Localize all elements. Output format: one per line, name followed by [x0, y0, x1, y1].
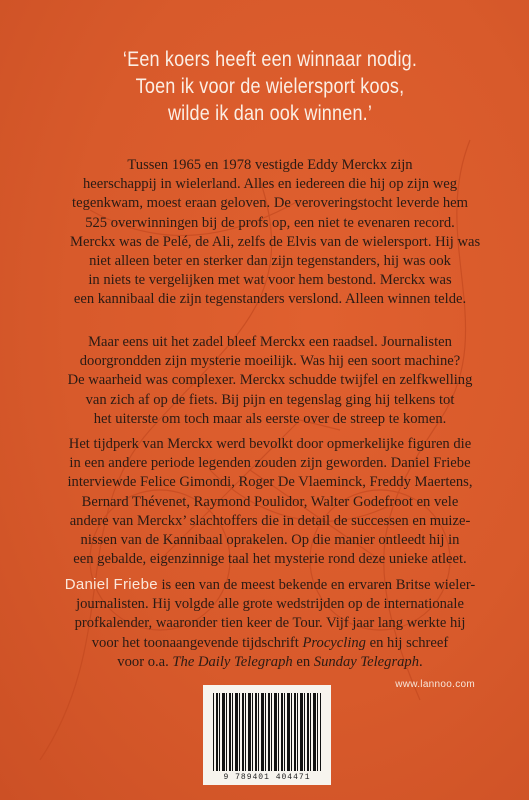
text-line: tegenkwam, moest eraan geloven. De veroveringstocht leverde hem — [72, 195, 468, 212]
quote-line: Toen ik voor de wielersport koos, — [135, 75, 405, 98]
text-line — [54, 634, 486, 653]
barcode-number: 9 789401 404471 — [223, 773, 311, 782]
author-bio — [54, 575, 486, 672]
newspaper-title: The Daily Telegraph — [172, 653, 293, 670]
barcode-bars — [213, 693, 321, 771]
text-line: Tussen 1965 en 1978 vestigde Eddy Merckx zijn — [127, 157, 413, 173]
text-line: Merckx was de Pelé, de Ali, zelfs de Elvis van de wielersport. Hij was — [70, 233, 481, 250]
text-line: een gebalde, eigenzinnige taal het mysterie rond deze unieke atleet. — [73, 551, 467, 568]
text-line: doorgrondden zijn mysterie moeilijk. Was hij een soort machine? — [79, 353, 461, 370]
author-bio-text: is een van de meest bekende en ervaren Britse wieler- — [157, 577, 476, 593]
text-line: van zich af op de fiets. Bij pijn en tegenslag ging hij telkens tot — [85, 391, 455, 408]
author-bio-text: en hij schreef — [365, 634, 449, 651]
text-line: in een andere periode legenden zouden zijn geworden. Daniel Friebe — [69, 455, 471, 472]
text-line: een kannibaal die zijn tegenstanders verslond. Alleen winnen telde. — [73, 291, 467, 308]
magazine-title: Procycling — [302, 634, 366, 651]
author-bio-text: voor het toonaangevende tijdschrift — [91, 634, 303, 651]
text-line: niet alleen beter en sterker dan zijn tegenstanders, hij was ook — [89, 253, 451, 270]
text-line: profkalender, waaronder tien keer de Tour. Vijf jaar lang werkte hij — [74, 615, 466, 632]
text-line: andere van Merckx’ slachtoffers die in detail de successen en muize- — [69, 512, 471, 529]
quote-line: ‘Een koers heeft een winnaar nodig. — [122, 48, 418, 71]
text-line: De waarheid was complexer. Merckx schudde twijfel en zelfkwelling — [67, 372, 473, 389]
text-line: heerschappij in wielerland. Alles en iedereen die hij op zijn weg — [82, 176, 458, 193]
isbn-barcode — [203, 685, 331, 785]
author-name: Daniel Friebe — [64, 576, 158, 593]
text-line: nissen van de Kannibaal oprakelen. Op die manier ontleedt hij in — [80, 532, 460, 549]
text-line — [54, 653, 486, 672]
text-line: het uiterste om toch maar als eerste over de streep te komen. — [93, 410, 447, 427]
text-line: 525 overwinningen bij de profs op, een niet te evenaren record. — [85, 214, 455, 231]
text-line: Maar eens uit het zadel bleef Merckx een raadsel. Journalisten — [88, 334, 452, 350]
text-line: Bernard Thévenet, Raymond Poulidor, Walter Godefroot en vele — [81, 493, 459, 510]
author-bio-text: en — [292, 653, 314, 670]
text-line: Het tijdperk van Merckx werd bevolkt door opmerkelijke figuren die — [68, 436, 472, 452]
author-bio-text: voor o.a. — [117, 653, 173, 670]
text-line: journalisten. Hij volgde alle grote wedstrijden op de internationale — [76, 596, 464, 613]
newspaper-title: Sunday Telegraph — [313, 653, 420, 670]
pull-quote — [89, 46, 450, 127]
author-bio-text: . — [419, 653, 423, 670]
blurb-paragraph-2 — [64, 333, 476, 429]
publisher-website: www.lannoo.com — [395, 679, 475, 690]
text-line: interviewde Felice Gimondi, Roger De Vlaeminck, Freddy Maertens, — [67, 474, 473, 491]
blurb-paragraph-1 — [70, 156, 481, 310]
quote-line: wilde ik dan ook winnen.’ — [167, 102, 373, 125]
text-line — [54, 575, 486, 595]
text-line: in niets te vergelijken met wat voor hem bestond. Merckx was — [88, 272, 452, 289]
blurb-paragraph-3 — [54, 435, 486, 569]
